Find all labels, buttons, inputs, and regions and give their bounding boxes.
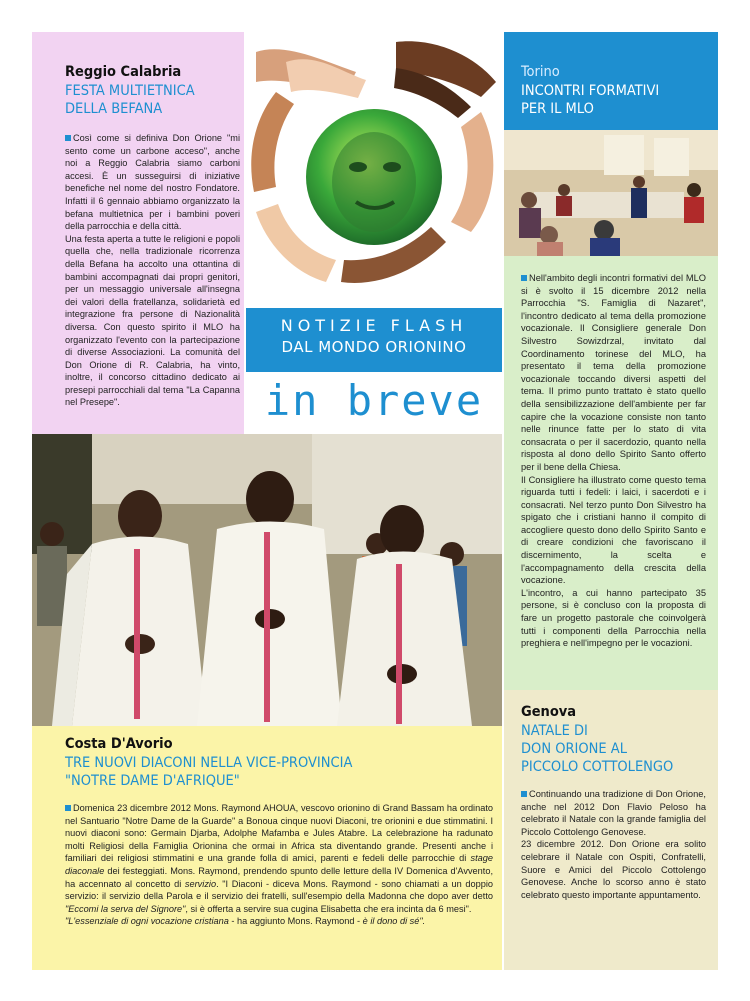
genova-section bbox=[504, 690, 718, 970]
genova-location: Genova bbox=[521, 704, 577, 720]
torino-body: Nell'ambito degli incontri formativi del MLO si è svolto il 15 dicembre 2012 nella Parrocchia "S. Famiglia di Nazaret", l'incontro dedicato al tema della promozione vocazionale. Il Consigliere generale Don Silvestro Sowizdrzal, invitato dal Coordinamento torinese del MLO, ha presentato il tema della promozione vocazionale toccando diversi aspetti del tema. Il primo punto trattato è stato quello della sensibilizzazione dell'ambiente per far capire che la vocazione consiste non tanto nelle rinunce fatte per lo stato di vita consacrata o per il sacerdozio, quanto nella risposta al dono dello Spirito Santo offerto per il bene della Chiesa. Il Consigliere ha illustrato come questo tema riguarda tutti i fedeli: i laici, i sacerdoti e i consacrati. Nel terzo punto Don Silvestro ha spigato che i cristiani hanno il compito di accogliere questo dono dello Spirito Santo e di creare condizioni che favoriscano il discernimento, la scelta e l'accompagnamento della crescita della vocazione. L'incontro, a cui hanno partecipato 35 persone, si è concluso con la proposta di fare un progetto pastorale che coinvolgerà tutti i componenti della Parrocchia nella preghiera e nell'impegno per le vocazioni. bbox=[521, 273, 706, 649]
hands-globe-illustration bbox=[246, 32, 502, 308]
costa-location: Costa D'Avorio bbox=[65, 736, 173, 752]
costa-title: TRE NUOVI DIACONI NELLA VICE-PROVINCIA "NOTRE DAME D'AFRIQUE" bbox=[65, 755, 353, 789]
banner-line2: DAL MONDO ORIONINO bbox=[281, 338, 467, 356]
torino-header bbox=[504, 32, 718, 130]
reggio-section bbox=[32, 32, 244, 434]
in-breve-heading: in breve bbox=[246, 372, 502, 434]
bullet-icon bbox=[521, 791, 527, 797]
notizie-flash-banner bbox=[246, 308, 502, 372]
bullet-icon bbox=[65, 135, 71, 141]
reggio-title: FESTA MULTIETNICA DELLA BEFANA bbox=[65, 83, 195, 117]
torino-meeting-photo bbox=[504, 130, 718, 256]
torino-location: Torino bbox=[521, 64, 560, 80]
reggio-body: Così come si definiva Don Orione "mi sento come un carbone acceso", anche noi a Reggio Calabria siamo carboni accesi. È un susseguirsi di iniziative benefiche nel nome del nostro Fondatore. Infatti il 6 gennaio abbiamo organizzato la befana multietnica per i bambini poveri della parrocchia e della città. Una festa aperta a tutte le religioni e popoli quella che, nella tradizionale ricorrenza della Befana ha accolto una ottantina di bambini accompagnati dai propri genitori, per un messaggio universale all'insegna dei valori della fratellanza, solidarietà ed integrazione fra persone di Nazionalità diversa. Con questo spirito il MLO ha organizzato l'evento con la partecipazione di diverse Associazioni. La comunità del Don Orione di R. Calabria, ha vinto, inoltre, il concorso cittadino dedicato ai presepi parrocchiali dal tema "La Capanna nel Presepe". bbox=[65, 133, 240, 408]
genova-body: Continuando una tradizione di Don Orione, anche nel 2012 Don Flavio Peloso ha celebrato il Natale con la grande famiglia del Piccolo Cottolengo Genovese. 23 dicembre 2012. Don Orione era solito celebrare il Natale con Ospiti, Confratelli, Suore e Amici del Piccolo Cottolengo Genovese. Anche lo scorso anno è stato celebrato questo importante appuntamento. bbox=[521, 789, 706, 900]
reggio-location: Reggio Calabria bbox=[65, 64, 182, 80]
torino-title: INCONTRI FORMATIVI PER IL MLO bbox=[521, 83, 660, 117]
banner-line1: NOTIZIE FLASH bbox=[280, 316, 468, 335]
costa-avorio-section bbox=[32, 726, 502, 970]
genova-title: NATALE DI DON ORIONE AL PICCOLO COTTOLENGO bbox=[521, 723, 674, 775]
deacons-photo bbox=[32, 434, 502, 726]
costa-body: Domenica 23 dicembre 2012 Mons. Raymond AHOUA, vescovo orionino di Grand Bassam ha ordinato nel Santuario "Notre Dame de la Guarde" a Bonoua cinque nuovi Diaconi, tre orionini e due stimmatini. I nuovi diaconi sono: Germain Djarba, Adolphe Mafamba e Jules Atabre. La celebrazione ha radunato molti Religiosi della Famiglia Orionina che ormai in Africa sta diventando grande. Presenti anche i familiari dei religiosi stimmatini e una grande folla di amici, parenti e fedeli delle parrocchie di stage diaconale dei festeggiati. Mons. Raymond, prendendo spunto delle letture della IV Domenica d'Avvento, ha accennato al concetto di servizio. "I Diaconi - diceva Mons. Raymond - sono chiamati a un doppio servizio: il servizio della Parola e il servizio dei fratelli, sull'esempio della Madonna che dopo aver detto "Eccomi la serva del Signore", si è offerta a servire sua cugina Elisabetta che era incinta da 6 mesi". "L'essenziale di ogni vocazione cristiana - ha aggiunto Mons. Raymond - è il dono di sé". bbox=[65, 803, 493, 927]
bullet-icon bbox=[65, 805, 71, 811]
bullet-icon bbox=[521, 275, 527, 281]
torino-section bbox=[504, 256, 718, 690]
